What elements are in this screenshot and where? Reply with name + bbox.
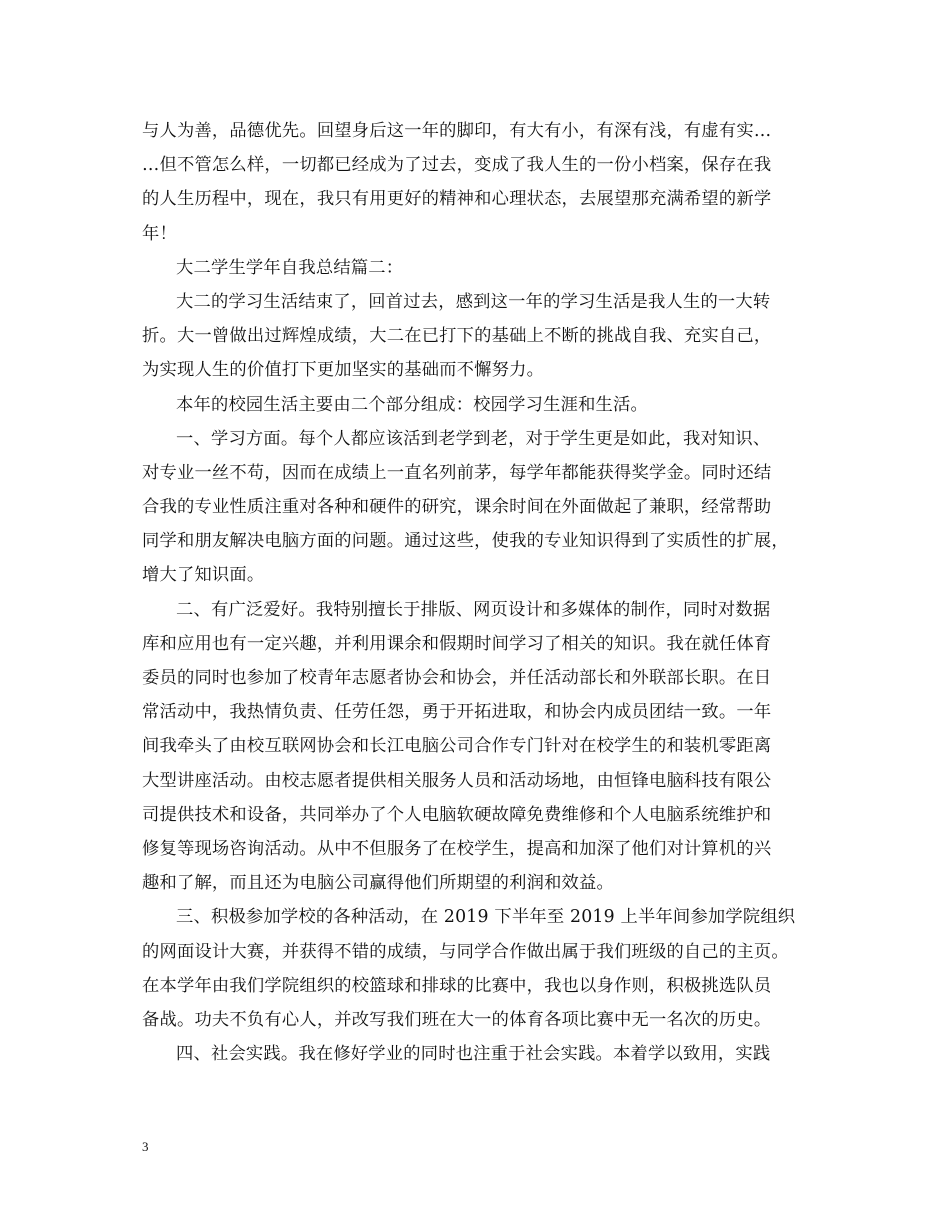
text-line: 四、社会实践。我在修好学业的同时也注重于社会实践。本着学以致用，实践 [176, 1044, 771, 1065]
text-line: 委员的同时也参加了校青年志愿者协会和协会，并任活动部长和外联部长职。在日 [142, 668, 772, 688]
text-line: 三、积极参加学校的各种活动，在 2019 下半年至 2019 上半年间参加学院组织 [176, 907, 796, 928]
text-line: 年！ [142, 223, 177, 244]
text-line: 大二的学习生活结束了，回首过去，感到这一年的学习生活是我人生的一大转 [176, 291, 771, 312]
text-line: 库和应用也有一定兴趣，并利用课余和假期时间学习了相关的知识。我在就任体育 [142, 633, 772, 654]
text-line: 在本学年由我们学院组织的校篮球和排球的比赛中，我也以身作则，积极挑选队员 [142, 975, 772, 996]
text-line: …但不管怎么样，一切都已经成为了过去，变成了我人生的一份小档案，保存在我 [142, 155, 772, 176]
text-line: 间我牵头了由校互联网协会和长江电脑公司合作专门针对在校学生的和装机零距离 [142, 736, 772, 757]
text-line: 大型讲座活动。由校志愿者提供相关服务人员和活动场地，由恒锋电脑科技有限公 [142, 770, 772, 791]
text-line: 二、有广泛爱好。我特别擅长于排版、网页设计和多媒体的制作，同时对数据 [176, 599, 771, 620]
text-line: 增大了知识面。 [142, 565, 265, 586]
text-line: 为实现人生的价值打下更加坚实的基础而不懈努力。 [142, 360, 545, 381]
text-line: 修复等现场咨询活动。从中不但服务了在校学生，提高和加深了他们对计算机的兴 [142, 838, 772, 859]
text-line: 一、学习方面。每个人都应该活到老学到老，对于学生更是如此，我对知识、 [176, 428, 771, 449]
text-line: 同学和朋友解决电脑方面的问题。通过这些，使我的专业知识得到了实质性的扩展， [142, 531, 789, 552]
body-text [142, 114, 814, 1071]
text-line: 对专业一丝不苟，因而在成绩上一直名列前茅，每学年都能获得奖学金。同时还结 [142, 462, 772, 483]
page-number: 3 [142, 1139, 149, 1154]
text-line: 本年的校园生活主要由二个部分组成：校园学习生涯和生活。 [176, 394, 648, 415]
section-heading: 大二学生学年自我总结篇二： [176, 257, 404, 278]
text-line: 的人生历程中，现在，我只有用更好的精神和心理状态，去展望那充满希望的新学 [142, 189, 772, 210]
text-line: 常活动中，我热情负责、任劳任怨，勇于开拓进取，和协会内成员团结一致。一年 [142, 702, 772, 723]
text-line: 备战。功夫不负有心人，并改写我们班在大一的体育各项比赛中无一名次的历史。 [142, 1009, 772, 1030]
text-line: 司提供技术和设备，共同举办了个人电脑软硬故障免费维修和个人电脑系统维护和 [142, 804, 772, 825]
text-line: 趣和了解，而且还为电脑公司赢得他们所期望的利润和效益。 [142, 873, 614, 894]
text-line: 折。大一曾做出过辉煌成绩，大二在已打下的基础上不断的挑战自我、充实自己， [142, 326, 772, 347]
text-line: 合我的专业性质注重对各种和硬件的研究，课余时间在外面做起了兼职，经常帮助 [142, 497, 772, 518]
text-line: 与人为善，品德优先。回望身后这一年的脚印，有大有小，有深有浅，有虚有实… [142, 121, 772, 141]
text-line: 的网面设计大赛，并获得不错的成绩，与同学合作做出属于我们班级的自己的主页。 [142, 941, 789, 962]
